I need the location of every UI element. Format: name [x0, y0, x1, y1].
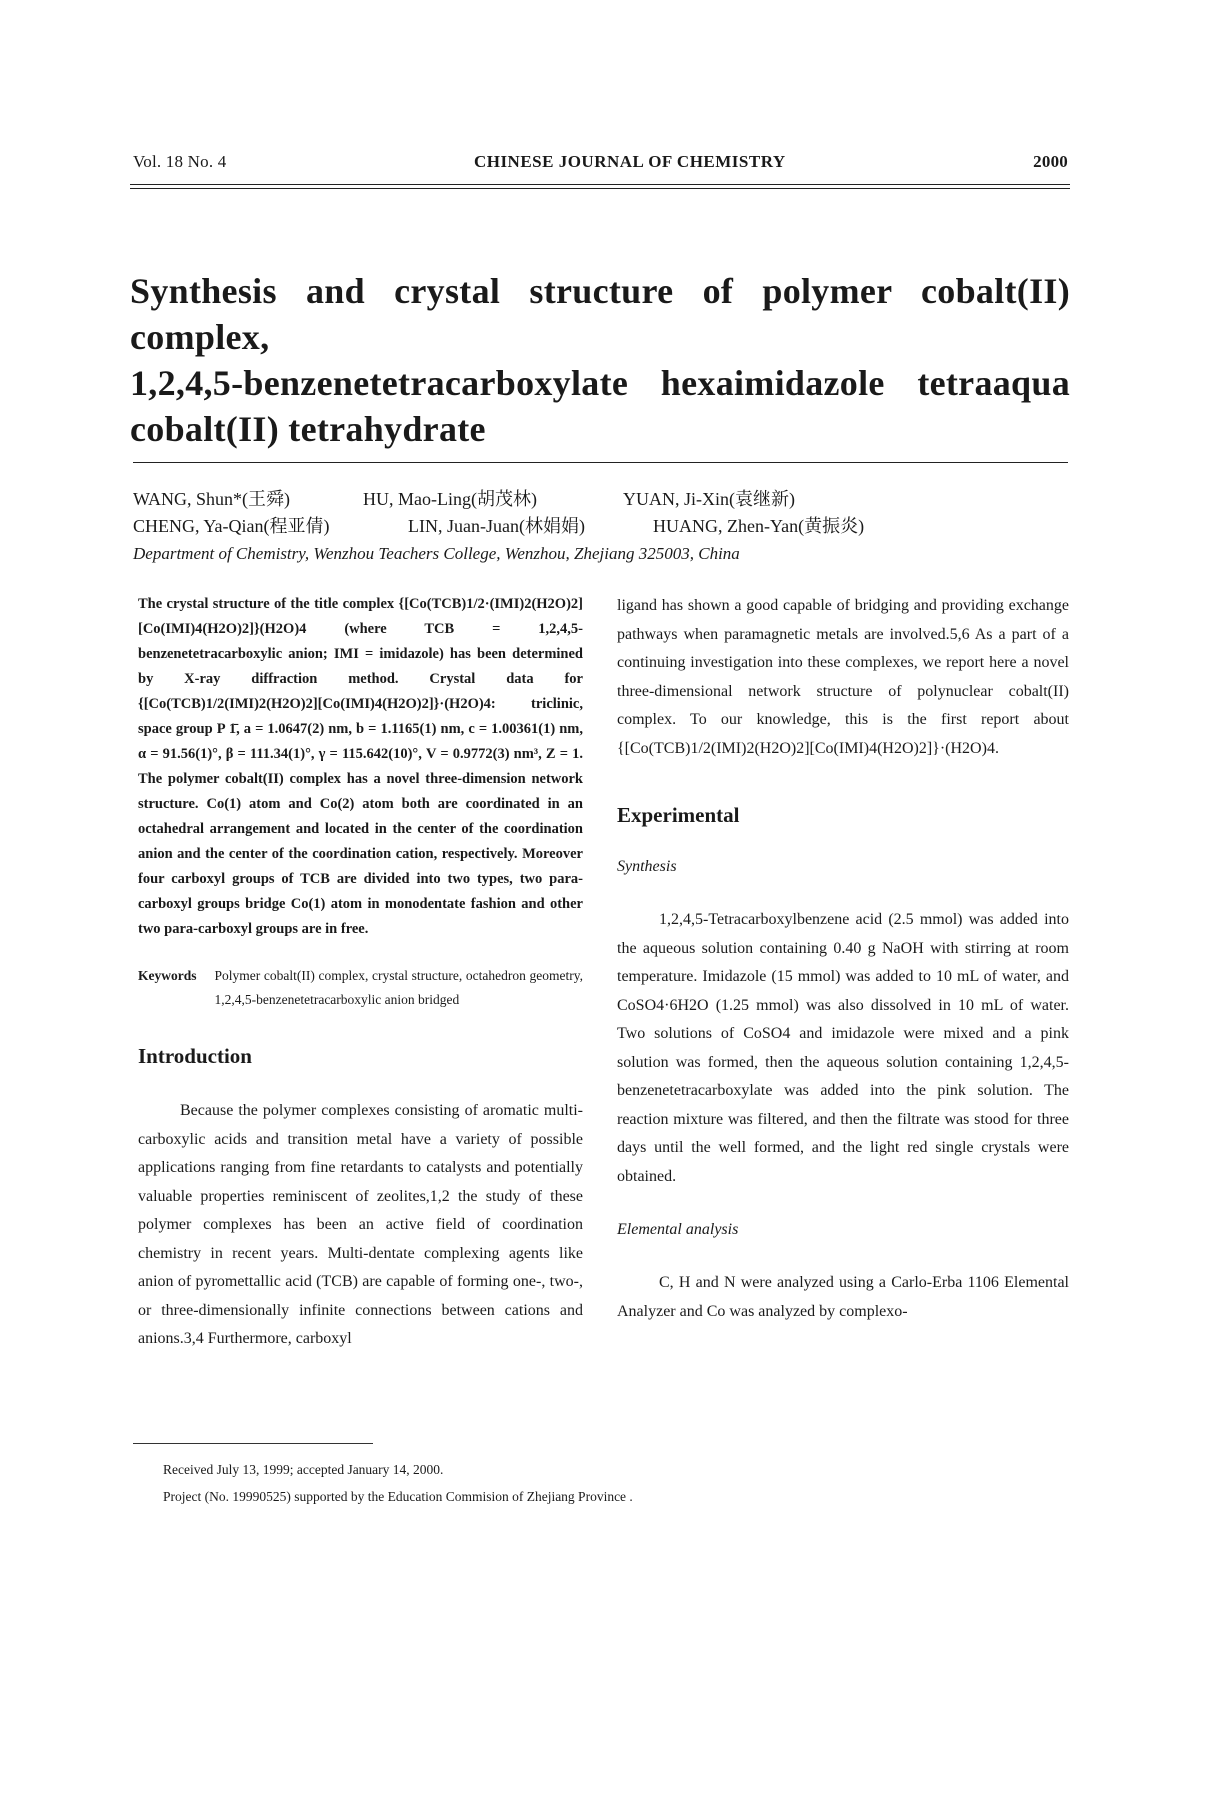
header-rule-thin	[130, 188, 1070, 189]
running-header	[133, 152, 1068, 172]
synthesis-heading: Synthesis	[617, 858, 677, 875]
introduction-continuation: ligand has shown a good capable of bridging and providing exchange pathways when paramagnetic metals are involved.5,6 As a part of a continuing investigation into these complexes, we report here a novel three-dimensional network structure of polynuclear cobalt(II) complex. To our knowledge, this is the first report about {[Co(TCB)1/2(IMI)2(H2O)2][Co(IMI)4(H2O)2]}·(H2O)4.	[617, 597, 1069, 757]
elemental-analysis-heading: Elemental analysis	[617, 1221, 739, 1238]
introduction-paragraph: Because the polymer complexes consisting of aromatic multi-carboxylic acids and transition metal have a variety of possible applications ranging from fine retardants to catalysts and potentially valuable properties reminiscent of zeolites,1,2 the study of these polymer complexes has been an active field of coordination chemistry in recent years. Multi-dentate complexing agents like anion of pyromettallic acid (TCB) are capable of forming one-, two-, or three-dimensionally infinite connections between cations and anions.3,4 Furthermore, carboxyl	[138, 1102, 583, 1347]
volume-label: Vol. 18 No. 4	[133, 152, 227, 171]
funding-note: Project (No. 19990525) supported by the Education Commision of Zhejiang Province .	[163, 1489, 633, 1504]
author-name: CHENG, Ya-Qian(程亚倩)	[133, 516, 330, 536]
keywords-text: Polymer cobalt(II) complex, crystal structure, octahedron geometry, 1,2,4,5-benzenetetracarboxylic anion bridged	[214, 968, 583, 1007]
footnotes	[163, 1456, 1043, 1510]
abstract: The crystal structure of the title complex {[Co(TCB)1/2·(IMI)2(H2O)2][Co(IMI)4(H2O)2]}(H2O)4 (where TCB = 1,2,4,5-benzenetetracarboxylic anion; IMI = imidazole) has been determined by X-ray diffraction method. Crystal data for {[Co(TCB)1/2(IMI)2(H2O)2][Co(IMI)4(H2O)2]}·(H2O)4: triclinic, space group P 1̄, a = 1.0647(2) nm, b = 1.1165(1) nm, c = 1.00361(1) nm, α = 91.56(1)°, β = 111.34(1)°, γ = 115.642(10)°, V = 0.9772(3) nm³, Z = 1. The polymer cobalt(II) complex has a novel three-dimension network structure. Co(1) atom and Co(2) atom both are coordinated in an octahedral arrangement and located in the center of the coordination anion and the center of the coordination cation, respectively. Moreover four carboxyl groups of TCB are divided into two types, two para-carboxyl groups bridge Co(1) atom in monodentate fashion and other two para-carboxyl groups are in free.	[138, 596, 583, 937]
author-row	[133, 486, 1068, 513]
author-name: LIN, Juan-Juan(林娟娟)	[408, 516, 585, 536]
received-note: Received July 13, 1999; accepted January 14, 2000.	[163, 1462, 444, 1477]
right-column	[617, 592, 1069, 1326]
keywords-label: Keywords	[138, 968, 197, 983]
title-line-1: Synthesis and crystal structure of polymer cobalt(II) complex,	[130, 271, 1070, 357]
affiliation: Department of Chemistry, Wenzhou Teachers College, Wenzhou, Zhejiang 325003, China	[133, 544, 740, 563]
elemental-analysis-paragraph: C, H and N were analyzed using a Carlo-Erba 1106 Elemental Analyzer and Co was analyzed by complexo-	[617, 1274, 1069, 1320]
footnote-rule	[133, 1443, 373, 1444]
author-name: WANG, Shun*(王舜)	[133, 489, 290, 509]
journal-name: CHINESE JOURNAL OF CHEMISTRY	[473, 152, 786, 171]
paper-title	[130, 268, 1070, 452]
synthesis-paragraph: 1,2,4,5-Tetracarboxylbenzene acid (2.5 mmol) was added into the aqueous solution containing 0.40 g NaOH with stirring at room temperature. Imidazole (15 mmol) was added to 10 mL of water, and CoSO4·6H2O (1.25 mmol) was also dissolved in 10 mL of water. Two solutions of CoSO4 and imidazole were mixed and a pink solution was formed, then the aqueous solution containing 1,2,4,5-benzenetetracarboxylate was added into the pink solution. The reaction mixture was filtered, and then the filtrate was stood for three days until the well formed, and the light red single crystals were obtained.	[617, 911, 1069, 1185]
title-line-2	[130, 360, 1070, 406]
keywords	[138, 964, 583, 1012]
author-row	[133, 513, 1068, 540]
introduction-heading: Introduction	[138, 1044, 252, 1068]
year-label: 2000	[1033, 152, 1068, 171]
left-column	[138, 592, 583, 1354]
author-name: YUAN, Ji-Xin(袁继新)	[623, 489, 795, 509]
authors-rule	[133, 462, 1068, 463]
header-rule	[130, 184, 1070, 185]
title-word: tetraaqua	[917, 363, 1070, 403]
author-name: HU, Mao-Ling(胡茂林)	[363, 489, 537, 509]
author-name: HUANG, Zhen-Yan(黄振炎)	[653, 516, 865, 536]
title-word: hexaimidazole	[660, 363, 885, 403]
experimental-heading: Experimental	[617, 803, 740, 827]
title-line-3: cobalt(II) tetrahydrate	[130, 409, 486, 449]
title-word: 1,2,4,5-benzenetetracarboxylate	[130, 363, 629, 403]
author-block	[133, 486, 1068, 567]
